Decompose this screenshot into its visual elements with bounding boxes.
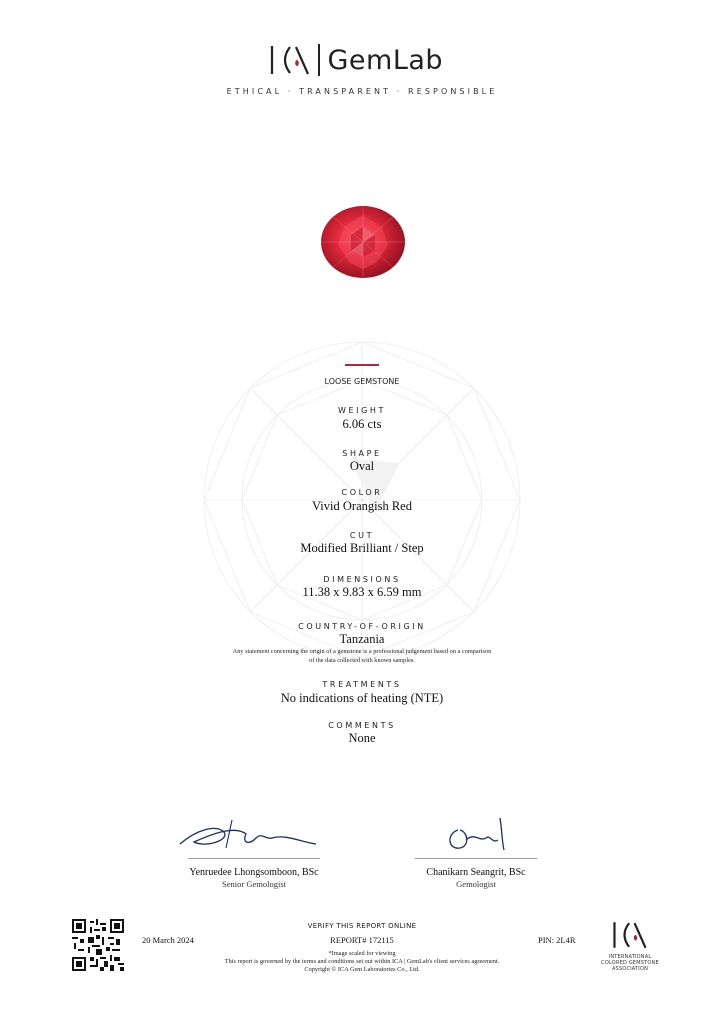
- origin-value: Tanzania: [339, 632, 385, 646]
- signatory-name-right: Chanikarn Seangrit, BSc: [426, 867, 526, 878]
- color-label: COLOR: [341, 488, 383, 497]
- signature-line-right: [415, 858, 537, 859]
- pin-code: PIN: 2L4R: [538, 935, 576, 945]
- signatory-title-right: Gemologist: [456, 879, 496, 889]
- copyright-note: Copyright © ICA Gem Laboratories Co., Ltd.: [304, 966, 420, 973]
- origin-label: COUNTRY-OF-ORIGIN: [298, 622, 426, 631]
- association-line: INTERNATIONAL: [608, 954, 652, 960]
- origin-disclaimer: [0, 648, 724, 665]
- cut-value: Modified Brilliant / Step: [300, 541, 424, 555]
- color-value: Vivid Orangish Red: [312, 499, 412, 513]
- ica-logo-icon: [268, 43, 314, 77]
- signature-line-left: [188, 858, 320, 859]
- tagline: ETHICAL · TRANSPARENT · RESPONSIBLE: [226, 87, 498, 96]
- comments-label: COMMENTS: [328, 721, 396, 730]
- image-note: *Image scaled for viewing: [328, 950, 396, 957]
- dimensions-label: DIMENSIONS: [323, 575, 401, 584]
- report-type: LOOSE GEMSTONE: [324, 377, 400, 386]
- origin-disclaimer-line: of the data collected with known samples.: [309, 656, 415, 664]
- dimensions-value: 11.38 x 9.83 x 6.59 mm: [302, 585, 422, 599]
- accent-rule: [345, 364, 379, 366]
- signature-right: [440, 810, 520, 856]
- report-date: 20 March 2024: [142, 935, 194, 945]
- signatory-name-left: Yenruedee Lhongsomboon, BSc: [189, 867, 319, 878]
- gemstone-image: [320, 205, 406, 279]
- shape-value: Oval: [349, 459, 375, 473]
- treatments-label: TREATMENTS: [322, 680, 402, 689]
- ica-association-logo-icon: [609, 918, 651, 952]
- logo-divider: [318, 44, 320, 76]
- brand-name: GemLab: [327, 44, 444, 76]
- report-number: REPORT# 172115: [330, 935, 394, 945]
- association-line: ASSOCIATION: [611, 966, 649, 972]
- terms-note: This report is governed by the terms and conditions set out within ICA | GemLab's client services agreement.: [224, 958, 500, 965]
- treatments-value: No indications of heating (NTE): [280, 691, 444, 705]
- association-text: [590, 954, 670, 972]
- ica-association-logo: [590, 918, 670, 972]
- shape-label: SHAPE: [342, 449, 382, 458]
- signatory-title-left: Senior Gemologist: [222, 879, 286, 889]
- weight-value: 6.06 cts: [342, 417, 382, 431]
- comments-value: None: [348, 731, 376, 745]
- origin-disclaimer-line: Any statement concerning the origin of a gemstone is a professional judgement based on a comparison: [232, 648, 492, 655]
- signature-left: [176, 812, 326, 858]
- gemlab-logo: [268, 40, 443, 80]
- weight-label: WEIGHT: [337, 406, 387, 415]
- cut-label: CUT: [349, 531, 375, 540]
- association-line: COLORED GEMSTONE: [601, 960, 659, 966]
- verify-link[interactable]: VERIFY THIS REPORT ONLINE: [307, 922, 417, 930]
